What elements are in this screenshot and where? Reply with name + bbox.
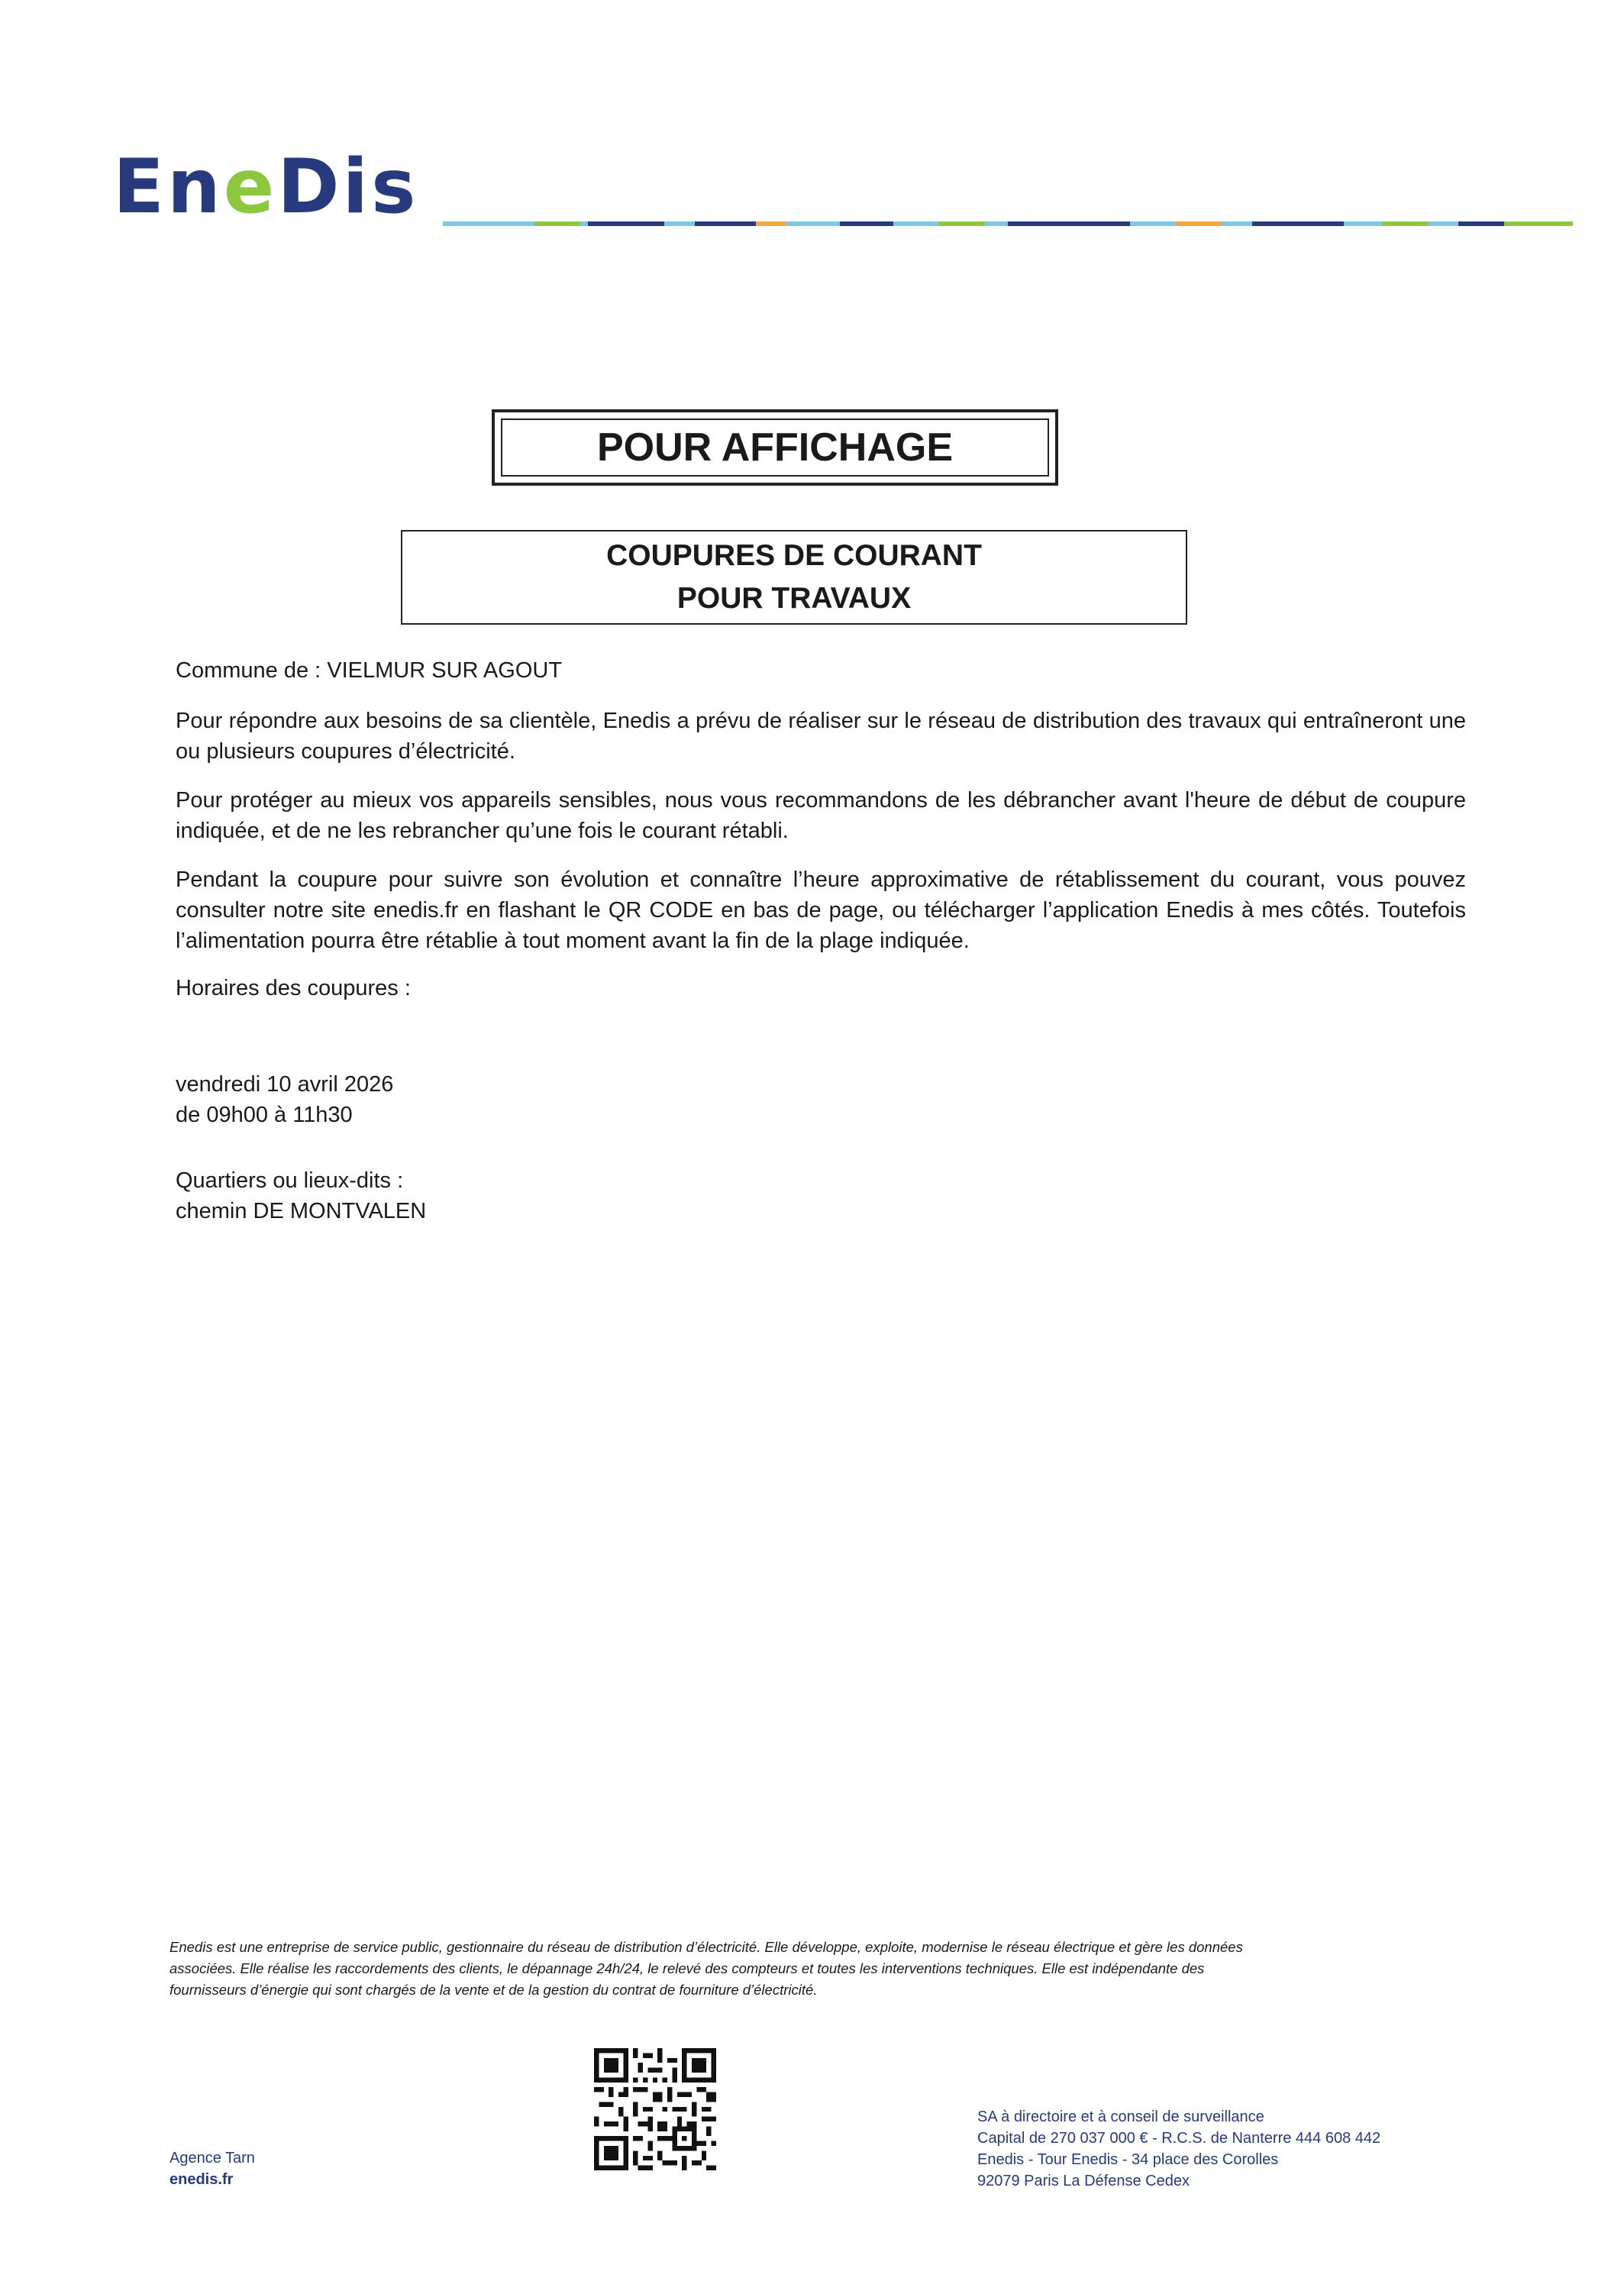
outage-time: de 09h00 à 11h30 (176, 1103, 353, 1127)
title-box (492, 409, 1058, 486)
subtitle-line-1: COUPURES DE COURANT (606, 539, 982, 572)
quartiers-label: Quartiers ou lieux-dits : (176, 1168, 404, 1193)
disclaimer-line-2: associées. Elle réalise les raccordements des clients, le dépannage 24h/24, le relevé des compteurs et toutes les interventions techniques. Elle est indépendante des (170, 1960, 1205, 1976)
legal-line-2: Capital de 270 037 000 € - R.C.S. de Nanterre 444 608 442 (977, 2130, 1381, 2147)
legal-line-3: Enedis - Tour Enedis - 34 place des Corolles (977, 2151, 1279, 2168)
horaires-label: Horaires des coupures : (176, 976, 411, 1000)
legal-block (977, 2106, 1380, 2192)
logo-decorative-line (443, 221, 1573, 226)
website-link[interactable]: enedis.fr (170, 2171, 234, 2188)
subtitle-box (401, 530, 1187, 625)
paragraph-1: Pour répondre aux besoins de sa clientèle, Enedis a prévu de réaliser sur le réseau de distribution des travaux qui entraîneront une ou plusieurs coupures d’électricité. (176, 709, 1466, 764)
agence-block (170, 2147, 255, 2190)
quartier-value: chemin DE MONTVALEN (176, 1199, 427, 1223)
enedis-logo (113, 144, 419, 231)
subtitle-line-2: POUR TRAVAUX (676, 582, 912, 615)
paragraph-3: Pendant la coupure pour suivre son évolution et connaître l’heure approximative de rétablissement du courant, vous pouvez consulter notre site enedis.fr en flashant le QR CODE en bas de page, ou télécharger l’application Enedis à mes côtés. Toutefois l’alimentation pourra être rétablie à tout moment avant la fin de la plage indiquée. (176, 868, 1466, 953)
legal-line-1: SA à directoire et à conseil de surveillance (977, 2108, 1264, 2125)
disclaimer-line-3: fournisseurs d’énergie qui sont chargés de la vente et de la gestion du contrat de fourniture d’électricité. (170, 1982, 818, 1998)
disclaimer-line-1: Enedis est une entreprise de service public, gestionnaire du réseau de distribution d’électricité. Elle développe, exploite, modernise le réseau électrique et gère les données (170, 1939, 1243, 1955)
qr-code[interactable] (594, 2048, 716, 2170)
commune-line: Commune de : VIELMUR SUR AGOUT (176, 658, 563, 683)
agence-name: Agence Tarn (170, 2150, 255, 2167)
paragraph-2: Pour protéger au mieux vos appareils sensibles, nous vous recommandons de les débrancher avant l'heure de début de coupure indiquée, et de ne les rebrancher qu’une fois le courant rétabli. (176, 788, 1466, 843)
legal-line-4: 92079 Paris La Défense Cedex (977, 2173, 1190, 2189)
footer-disclaimer (170, 1937, 1429, 2001)
page-title: POUR AFFICHAGE (501, 418, 1049, 477)
outage-date: vendredi 10 avril 2026 (176, 1072, 394, 1097)
logo-wordmark: EneDis (113, 144, 419, 231)
